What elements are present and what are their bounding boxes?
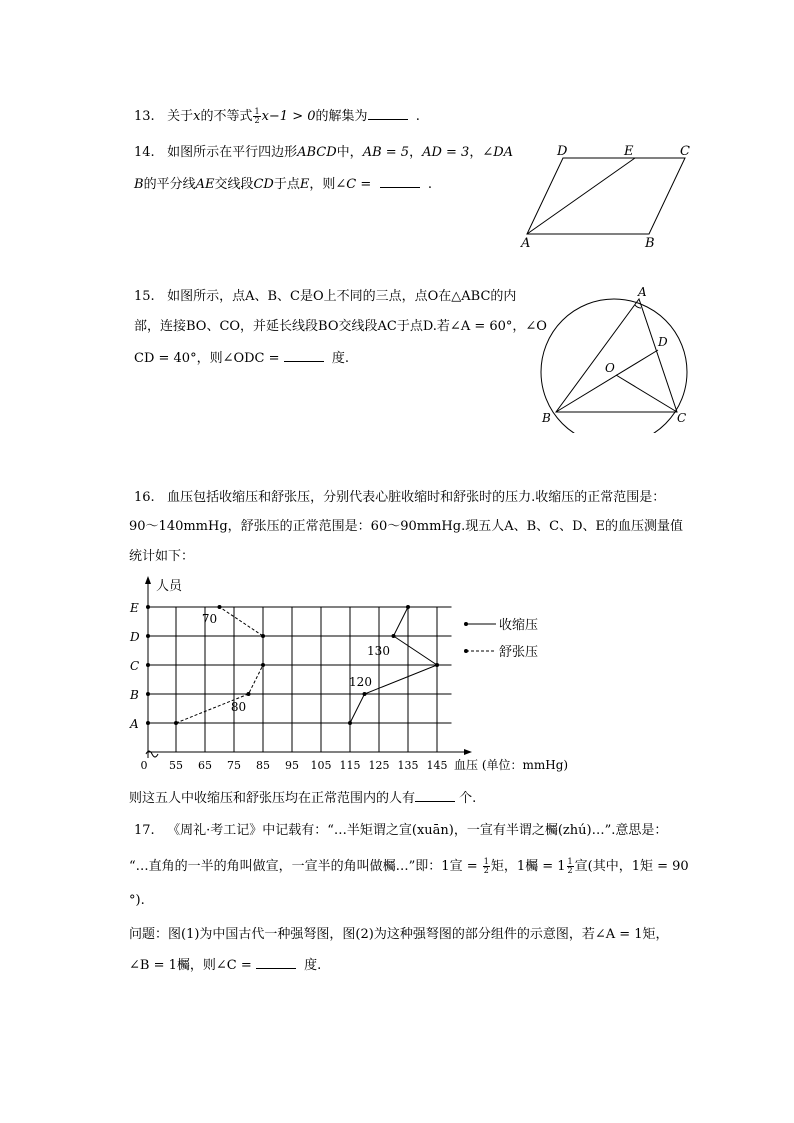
category-label-d: D [130, 630, 140, 644]
label-b: B [542, 411, 551, 425]
q13-text-3: 的解集为 [315, 109, 368, 124]
q17-fraction-1: $\frac{1}{2}$ [483, 857, 489, 875]
label-d: D [658, 335, 668, 349]
q17-number: 17. [134, 823, 155, 838]
chart-grid [148, 607, 452, 752]
chart-labels [129, 579, 568, 772]
q14-answer-blank[interactable] [380, 187, 420, 188]
q13-fraction: $\frac{1}{2}$ [254, 107, 260, 125]
q17-text: 问题：图(1)为中国古代一种强弩图，图(2)为这种强弩图的部分组件的示意图，若∠A = 1矩， [129, 927, 669, 942]
q17-text: °). [129, 893, 145, 908]
legend-marker [464, 622, 468, 626]
category-label-c: C [130, 659, 140, 673]
q14-text: 中， [336, 145, 363, 160]
q16-text: 统计如下： [129, 549, 195, 564]
q16-line-3 [129, 548, 194, 566]
category-label-e: E [130, 601, 139, 615]
x-tick-label: 105 [310, 759, 332, 772]
q17-line-3 [129, 892, 145, 910]
q15-text: 度. [331, 351, 350, 366]
q16-number: 16. [134, 490, 155, 505]
q14-math: AB = 5 [362, 145, 410, 160]
q14-text: ， [409, 145, 423, 160]
q16-line-1 [134, 489, 665, 507]
q17-text: “…直角的一半的角叫做宣，一宣半的角叫做欘…”即：1宣 = [129, 859, 482, 874]
label-b: B [645, 236, 655, 251]
data-label: 80 [230, 700, 247, 714]
category-label-b: B [130, 688, 139, 702]
q17-text: 宣(其中，1矩 = 90 [574, 859, 689, 874]
q13-text-2: 的不等式 [200, 109, 253, 124]
q13-var: x [193, 109, 201, 124]
q17-text: 度. [304, 958, 322, 973]
label-o: O [605, 361, 615, 375]
x-tick-label: 65 [198, 759, 212, 772]
data-point [348, 721, 352, 725]
q16-answer-blank[interactable] [415, 801, 455, 802]
data-point [174, 721, 178, 725]
y-axis-label: 人员 [156, 579, 183, 594]
triangle-abc [556, 299, 677, 412]
data-point [247, 692, 251, 696]
x-tick-label: 115 [339, 759, 361, 772]
q16-after-line [129, 790, 476, 808]
data-label: 70 [201, 612, 218, 626]
q17-line-4 [129, 926, 669, 944]
data-point [261, 663, 265, 667]
q17-line-1 [134, 822, 667, 840]
axis-point [146, 663, 150, 667]
q14-end: . [427, 177, 432, 192]
q15-line-3 [134, 350, 349, 368]
x-axis-label: 血压 (单位：mmHg) [454, 758, 569, 772]
q17-text: 矩，1欘 = 1 [490, 859, 566, 874]
data-label: 120 [349, 675, 372, 689]
data-point [392, 634, 396, 638]
parallelogram-figure [515, 140, 705, 255]
x-tick-label: 95 [285, 759, 299, 772]
q17-text: ∠B = 1欘，则∠C = [129, 958, 256, 973]
q14-math: C [346, 177, 357, 192]
circle-figure [535, 283, 705, 433]
x-tick-label: 75 [227, 759, 241, 772]
axis-point [146, 692, 150, 696]
label-c: C [680, 144, 690, 159]
q14-math: E [299, 177, 310, 192]
data-label: 130 [367, 644, 390, 658]
q17-text: 《周礼·考工记》中记载有：“…半矩谓之宣(xuān)，一宣有半谓之欘(zhú)…”.意思是： [167, 823, 668, 838]
bisector-ae [527, 158, 635, 234]
legend-label: 收缩压 [499, 618, 539, 633]
q14-math: B [134, 177, 144, 192]
chart-legend [464, 617, 538, 660]
q13-end: . [415, 109, 420, 124]
blood-pressure-chart [120, 570, 590, 780]
q15-number: 15. [134, 289, 155, 304]
q14-text: 如图所示在平行四边形 [167, 145, 298, 160]
data-point [218, 605, 222, 609]
parallelogram-abcd [527, 158, 685, 234]
q14-text: 的平分线 [143, 177, 196, 192]
q15-answer-blank[interactable] [284, 361, 324, 362]
label-a: A [521, 236, 531, 251]
q16-line-2 [129, 518, 683, 536]
q14-text: = [356, 177, 376, 192]
q13-answer-blank[interactable] [368, 119, 408, 120]
q15-text: CD = 40°，则∠ODC = [134, 351, 284, 366]
data-point [406, 605, 410, 609]
category-label-a: A [130, 717, 139, 731]
data-point [363, 692, 367, 696]
x-tick-label: 125 [368, 759, 390, 772]
q14-math: ABCD [297, 145, 337, 160]
axis-point [146, 605, 150, 609]
q14-text: 交线段 [214, 177, 254, 192]
data-point [435, 663, 439, 667]
q14-line-2 [134, 176, 432, 194]
label-c: C [677, 411, 687, 425]
q16-text: 血压包括收缩压和舒张压，分别代表心脏收缩时和舒张时的压力.收缩压的正常范围是： [167, 490, 666, 505]
q17-fraction-2: $\frac{1}{2}$ [567, 857, 573, 875]
q14-number: 14. [134, 145, 155, 160]
axis-point [146, 634, 150, 638]
x-tick-label: 145 [426, 759, 448, 772]
q14-math: AD = 3 [422, 145, 470, 160]
data-point [261, 634, 265, 638]
q14-math: AE [195, 177, 215, 192]
q17-answer-blank[interactable] [256, 968, 296, 969]
origin-label: 0 [140, 759, 148, 772]
q15-text: 部，连接BO、CO，并延长线段BO交线段AC于点D.若∠A = 60°，∠O [134, 319, 547, 334]
q14-math: CD [253, 177, 274, 192]
axis-point [146, 721, 150, 725]
q15-line-1 [134, 288, 516, 306]
label-a: A [638, 285, 647, 299]
segment-oc [616, 375, 677, 412]
q14-text: ，∠ [469, 145, 494, 160]
q14-line-1 [134, 144, 513, 162]
segment-bd [556, 350, 658, 412]
chart-axes [145, 576, 472, 758]
q16-text: 90～140mmHg，舒张压的正常范围是：60～90mmHg.现五人A、B、C、D、E的血压测量值 [129, 519, 683, 534]
q14-text: 于点 [273, 177, 300, 192]
q14-text: ，则∠ [309, 177, 347, 192]
x-tick-label: 135 [397, 759, 419, 772]
q15-line-2 [134, 318, 547, 336]
q16-text: 个. [459, 791, 477, 806]
angle-a-mark [635, 305, 641, 308]
q17-line-2 [129, 858, 689, 876]
label-e: E [624, 144, 634, 159]
legend-label: 舒张压 [499, 645, 539, 660]
q15-text: 如图所示，点A、B、C是O上不同的三点，点O在△ABC的内 [167, 289, 517, 304]
label-d: D [557, 144, 568, 159]
q13-text-1: 关于 [167, 109, 194, 124]
q14-math: DA [493, 145, 514, 160]
x-axis-arrow [464, 749, 472, 755]
q17-line-5 [129, 957, 321, 975]
x-tick-label: 85 [256, 759, 270, 772]
q13-line [134, 108, 420, 126]
q13-expression: x−1 > 0 [261, 109, 316, 124]
legend-marker [464, 649, 468, 653]
x-tick-label: 55 [169, 759, 183, 772]
q16-text: 则这五人中收缩压和舒张压均在正常范围内的人有 [129, 791, 416, 806]
q13-number: 13. [134, 109, 155, 124]
y-axis-arrow [145, 576, 151, 584]
